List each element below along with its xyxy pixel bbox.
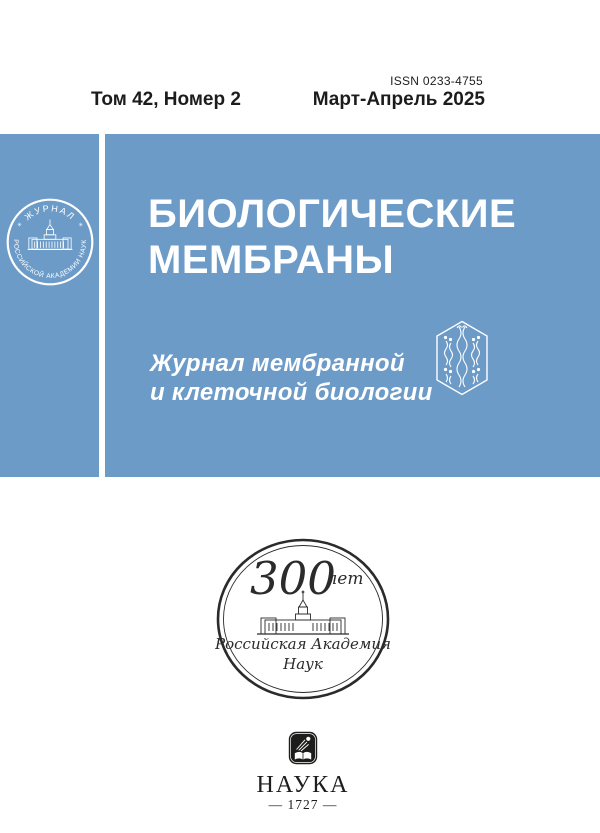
membrane-channel-icon — [433, 320, 491, 396]
journal-title-line2: МЕМБРАНЫ — [148, 238, 395, 282]
cover-sidebar-strip — [0, 134, 99, 477]
seal-star-left: ✳ — [17, 222, 22, 229]
volume-number: Том 42, Номер 2 — [91, 89, 241, 110]
cover-main-panel — [105, 134, 600, 477]
anniversary-line1: Российская Академия — [215, 635, 391, 653]
publisher-name: НАУКА — [256, 772, 350, 798]
journal-title — [148, 191, 516, 283]
anniversary-line2: Наук — [283, 655, 323, 673]
journal-subtitle — [150, 349, 433, 407]
issue-date: Март-Апрель 2025 — [312, 89, 485, 110]
seal-building-icon — [28, 220, 73, 250]
seal-top-text: ЖУРНАЛ — [22, 203, 78, 223]
seal-star-right: ✳ — [78, 222, 83, 229]
ras-journal-seal-icon — [5, 197, 95, 287]
issn-number: ISSN 0233-4755 — [390, 74, 483, 88]
svg-text:ЖУРНАЛ — [23, 203, 78, 222]
journal-subtitle-line1: Журнал мембранной — [150, 350, 405, 377]
anniversary-number: 300 — [250, 552, 336, 605]
nauka-publisher-icon — [288, 731, 318, 765]
publisher-founded-year: — 1727 — — [268, 797, 338, 812]
journal-title-line1: БИОЛОГИЧЕСКИЕ — [148, 192, 517, 236]
anniversary-label: лет — [326, 569, 364, 589]
journal-subtitle-line2: и клеточной биологии — [150, 379, 433, 406]
ras-300-years-emblem — [215, 537, 391, 701]
seal-bottom-text: РОССИЙСКОЙ АКАДЕМИИ НАУК — [11, 239, 89, 281]
